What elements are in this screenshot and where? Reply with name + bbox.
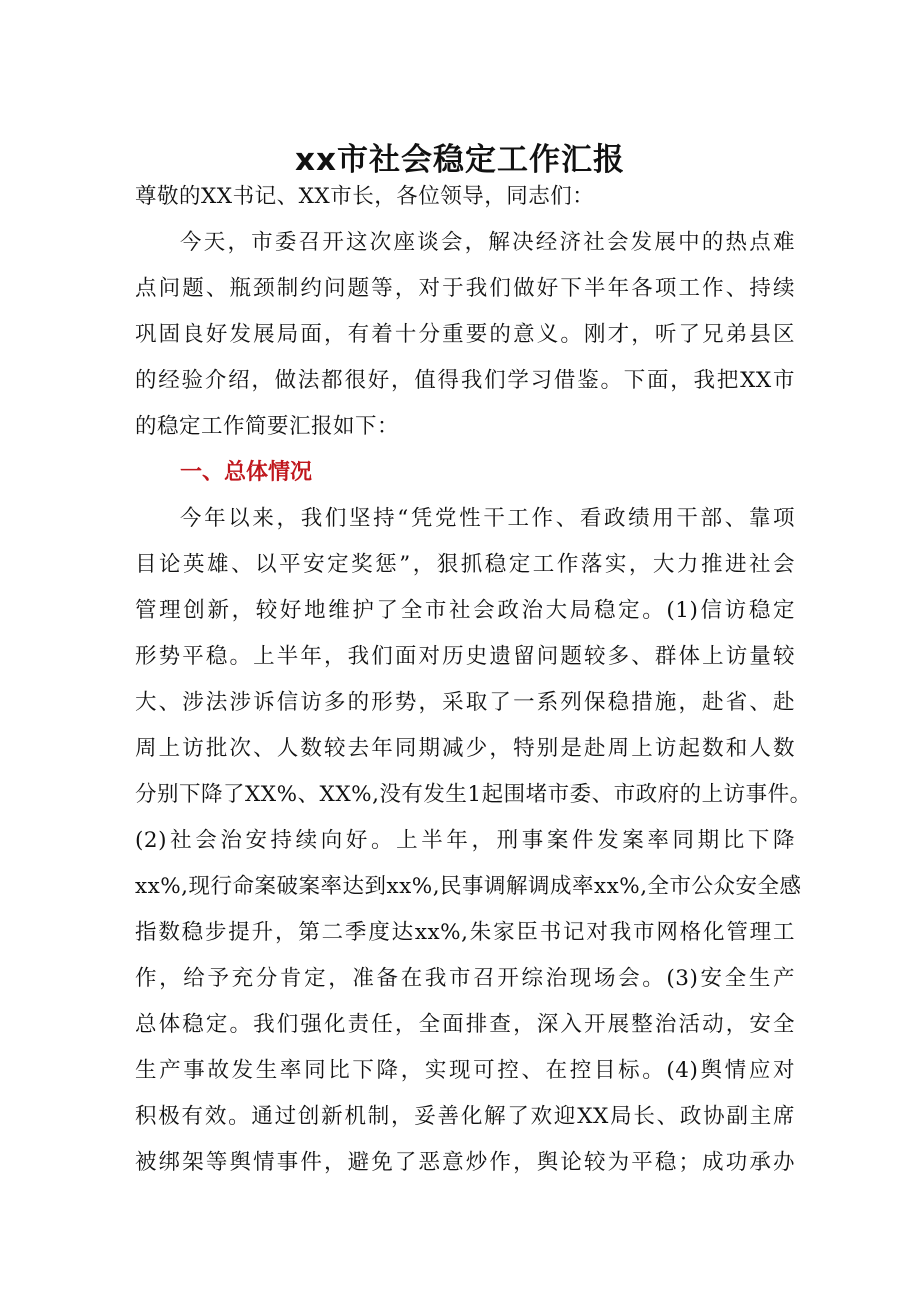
body-line: 作，给予充分肯定，准备在我市召开综治现场会。(3)安全生产 [135,966,795,991]
body-line: 大、涉法涉诉信访多的形势，采取了一系列保稳措施，赴省、赴 [135,690,795,715]
section-heading: 一、总体情况 [180,460,313,485]
intro-line: 今天，市委召开这次座谈会，解决经济社会发展中的热点难 [180,230,795,255]
body-line: 指数稳步提升，第二季度达xx%,朱家臣书记对我市网格化管理工 [135,920,795,945]
intro-line: 的稳定工作简要汇报如下： [135,414,400,439]
intro-line: 点问题、瓶颈制约问题等，对于我们做好下半年各项工作、持续 [135,276,795,301]
body-line: 目论英雄、以平安定奖惩”，狠抓稳定工作落实，大力推进社会 [135,552,795,577]
intro-line: 的经验介绍，做法都很好，值得我们学习借鉴。下面，我把XX市 [135,368,795,393]
page-title: xx市社会稳定工作汇报 [295,142,625,178]
salutation: 尊敬的XX书记、XX市长，各位领导，同志们： [135,184,595,209]
intro-line: 巩固良好发展局面，有着十分重要的意义。刚才，听了兄弟县区 [135,322,795,347]
body-line: xx%,现行命案破案率达到xx%,民事调解调成率xx%,全市公众安全感 [135,874,802,899]
body-line: 积极有效。通过创新机制，妥善化解了欢迎XX局长、政协副主席 [135,1104,795,1129]
body-line: 被绑架等舆情事件，避免了恶意炒作，舆论较为平稳；成功承办 [135,1150,795,1175]
body-line: 生产事故发生率同比下降，实现可控、在控目标。(4)舆情应对 [135,1058,795,1083]
body-line: 总体稳定。我们强化责任，全面排查，深入开展整治活动，安全 [135,1012,795,1037]
body-line: 管理创新，较好地维护了全市社会政治大局稳定。(1)信访稳定 [135,598,795,623]
body-line: (2)社会治安持续向好。上半年，刑事案件发案率同期比下降 [135,828,795,853]
body-line: 分别下降了XX%、XX%,没有发生1起围堵市委、市政府的上访事件。 [135,782,812,807]
body-line: 形势平稳。上半年，我们面对历史遗留问题较多、群体上访量较 [135,644,795,669]
body-line: 今年以来，我们坚持“凭党性干工作、看政绩用干部、靠项 [180,506,795,531]
body-line: 周上访批次、人数较去年同期减少，特别是赴周上访起数和人数 [135,736,795,761]
